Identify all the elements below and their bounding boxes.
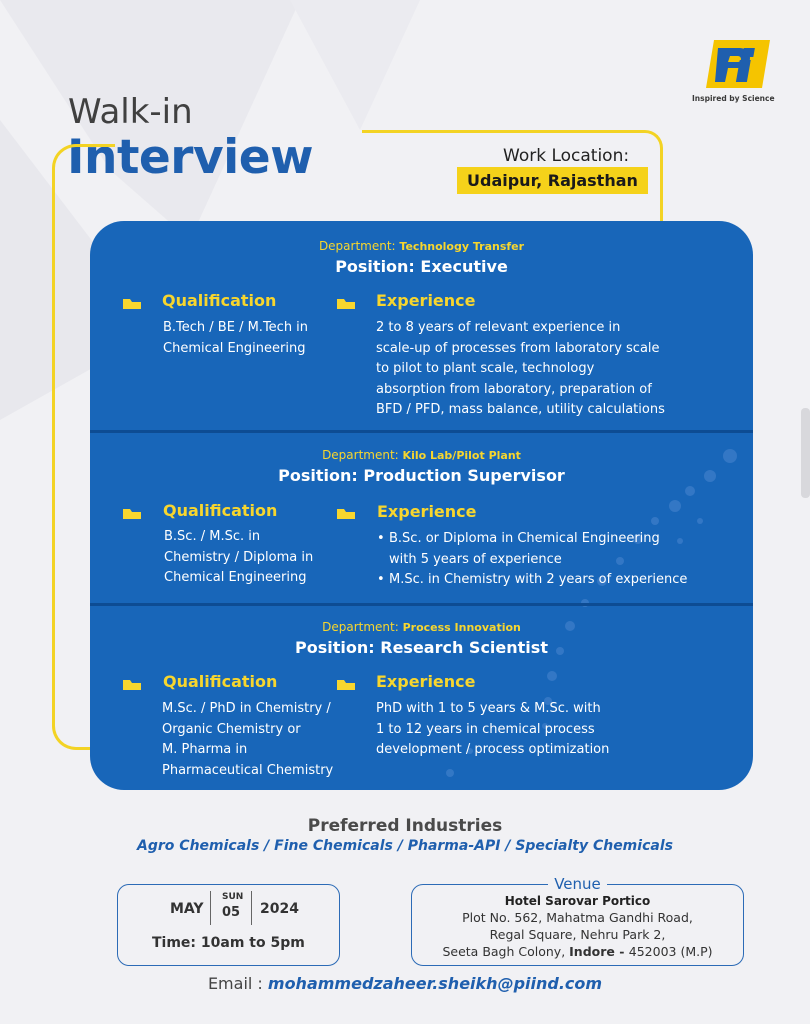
experience-heading: Experience: [376, 291, 476, 310]
date-separator: [210, 891, 211, 925]
folder-icon: [123, 507, 141, 519]
interview-time: Time: 10am to 5pm: [152, 935, 305, 951]
date-year: 2024: [260, 901, 299, 917]
venue-pincode: 452003 (M.P): [628, 944, 713, 959]
section-divider-2: [90, 603, 753, 606]
folder-icon: [337, 297, 355, 309]
experience-line: BFD / PFD, mass balance, utility calculations: [376, 402, 665, 417]
qualification-heading: Qualification: [162, 291, 277, 310]
venue-box: [411, 875, 744, 966]
title-walkin: Walk-in: [68, 92, 193, 132]
position-title: Position: Research Scientist: [295, 638, 548, 657]
qualification-line: Pharmaceutical Chemistry: [162, 762, 334, 778]
department-label: Department:: [322, 448, 403, 462]
qualification-line: M.Sc. / PhD in Chemistry /: [162, 701, 331, 716]
experience-line: to pilot to plant scale, technology: [376, 361, 595, 376]
qualification-heading: Qualification: [163, 672, 278, 691]
date-separator: [251, 891, 252, 925]
experience-line: PhD with 1 to 5 years & M.Sc. with: [376, 701, 601, 716]
qualification-heading: Qualification: [163, 501, 278, 520]
department-label: Department:: [322, 620, 403, 634]
qualification-line: M. Pharma in: [162, 742, 248, 757]
venue-address-line: [412, 944, 743, 959]
department-line: [90, 239, 753, 253]
pi-logo: [700, 36, 774, 92]
position-title: Position: Production Supervisor: [278, 466, 565, 485]
department-name: Kilo Lab/Pilot Plant: [402, 449, 521, 462]
department-name: Technology Transfer: [399, 240, 525, 253]
work-location-label: Work Location:: [503, 146, 630, 166]
experience-line: • M.Sc. in Chemistry with 2 years of experience: [389, 572, 688, 587]
email-link[interactable]: mohammedzaheer.sheikh@piind.com: [267, 974, 603, 993]
date-box: [117, 884, 340, 966]
qualification-line: B.Sc. / M.Sc. in: [164, 529, 261, 544]
qualification-line: B.Tech / BE / M.Tech in: [163, 320, 309, 335]
experience-text: [376, 699, 609, 761]
venue-address-line: Plot No. 562, Mahatma Gandhi Road,: [462, 910, 693, 925]
venue-address-line: Regal Square, Nehru Park 2,: [489, 927, 666, 942]
venue-title-text: Venue: [548, 875, 607, 893]
experience-line: 2 to 8 years of relevant experience in: [376, 320, 621, 335]
preferred-industries-list: Agro Chemicals / Fine Chemicals / Pharma-API / Specialty Chemicals: [137, 838, 673, 854]
qualification-text: [163, 318, 308, 359]
venue-locality: Seeta Bagh Colony,: [442, 944, 570, 959]
folder-icon: [123, 297, 141, 309]
experience-heading: Experience: [377, 502, 477, 521]
preferred-industries-title: Preferred Industries: [307, 816, 503, 836]
section-divider-1: [90, 430, 753, 433]
folder-icon: [123, 678, 141, 690]
date-month: MAY: [170, 901, 204, 917]
experience-line: 1 to 12 years in chemical process: [376, 721, 595, 737]
qualification-text: [164, 527, 313, 589]
qualification-line: Chemistry / Diploma in: [164, 549, 314, 565]
experience-text: [376, 318, 665, 421]
venue-city: Indore -: [569, 944, 629, 959]
qualification-line: Chemical Engineering: [164, 570, 307, 585]
venue-title: [412, 874, 743, 893]
folder-icon: [337, 507, 355, 519]
title-interview: Interview: [67, 130, 314, 185]
experience-line: scale-up of processes from laboratory scale: [376, 340, 660, 356]
qualification-text: [162, 699, 333, 781]
contact-email-line: [0, 974, 810, 993]
experience-bullet: [375, 570, 687, 591]
experience-line: development / process optimization: [376, 742, 610, 757]
experience-line: • B.Sc. or Diploma in Chemical Engineering: [389, 531, 660, 546]
scrollbar[interactable]: [801, 408, 810, 498]
venue-hotel: Hotel Sarovar Portico: [504, 894, 651, 908]
experience-heading: Experience: [376, 672, 476, 691]
department-name: Process Innovation: [402, 621, 521, 634]
qualification-line: Organic Chemistry or: [162, 721, 301, 737]
experience-bullet: [375, 529, 687, 570]
work-location-value: Udaipur, Rajasthan: [457, 167, 648, 194]
positions-card: [90, 221, 753, 790]
experience-line: absorption from laboratory, preparation of: [376, 381, 652, 397]
email-label: Email :: [207, 974, 268, 993]
department-line: [90, 620, 753, 634]
department-line: [90, 448, 753, 462]
position-title: Position: Executive: [335, 257, 508, 276]
department-label: Department:: [318, 239, 400, 253]
logo-tagline: Inspired by Science: [692, 94, 775, 103]
pi-logo-icon: [700, 36, 774, 92]
experience-line: with 5 years of experience: [389, 551, 562, 567]
date-weekday: SUN: [222, 892, 244, 902]
qualification-line: Chemical Engineering: [163, 340, 306, 356]
folder-icon: [337, 678, 355, 690]
date-day-number: 05: [222, 905, 241, 920]
experience-bullets: [375, 529, 687, 591]
